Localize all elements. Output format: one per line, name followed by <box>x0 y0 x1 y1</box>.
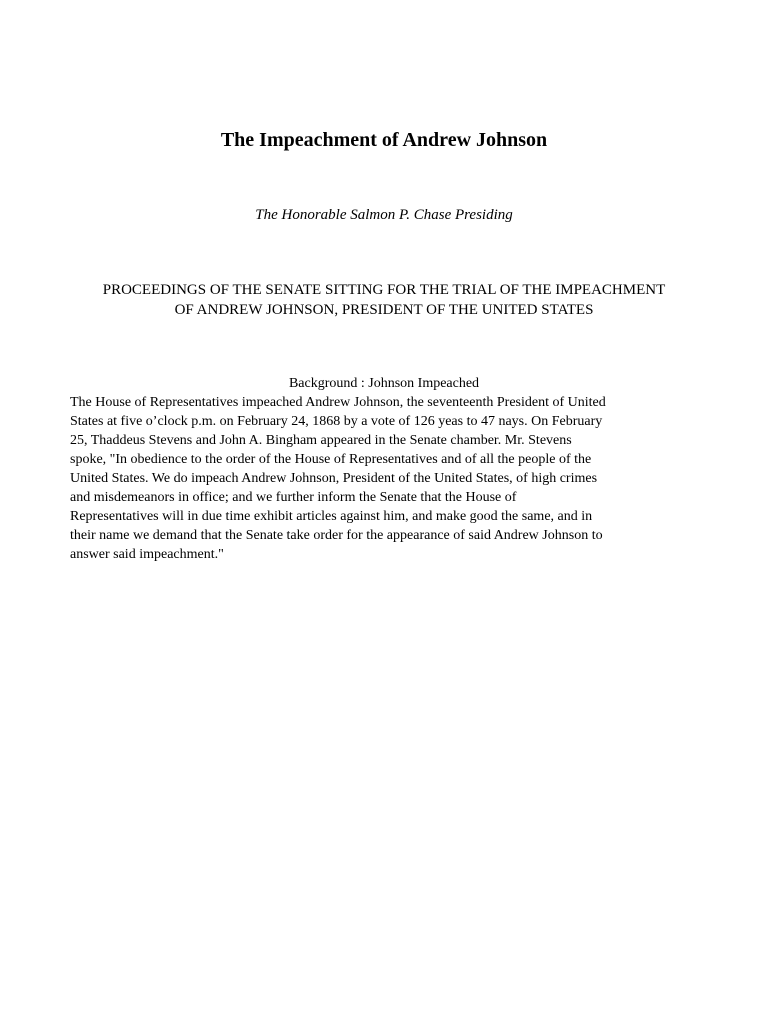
body-paragraph <box>70 393 702 564</box>
body-line: answer said impeachment." <box>70 547 224 562</box>
heading-line: PROCEEDINGS OF THE SENATE SITTING FOR THE TRIAL OF THE IMPEACHMENT <box>102 282 666 298</box>
body-line: Representatives will in due time exhibit articles against him, and make good the same, and in <box>70 509 593 524</box>
body-line: United States. We do impeach Andrew Johnson, President of the United States, of high crimes <box>70 471 598 486</box>
document-title: The Impeachment of Andrew Johnson <box>220 129 548 151</box>
body-line: 25, Thaddeus Stevens and John A. Bingham appeared in the Senate chamber. Mr. Stevens <box>70 433 572 448</box>
heading-line: OF ANDREW JOHNSON, PRESIDENT OF THE UNITED STATES <box>174 302 594 318</box>
proceedings-heading <box>60 280 708 320</box>
section-title: Background : Johnson Impeached <box>288 376 480 391</box>
body-line: and misdemeanors in office; and we further inform the Senate that the House of <box>70 490 517 505</box>
body-line: The House of Representatives impeached Andrew Johnson, the seventeenth President of United <box>70 395 606 410</box>
body-line: spoke, "In obedience to the order of the House of Representatives and of all the people of the <box>70 452 592 467</box>
body-line: their name we demand that the Senate take order for the appearance of said Andrew Johnson to <box>70 528 603 543</box>
body-line: States at five o’clock p.m. on February 24, 1868 by a vote of 126 yeas to 47 nays. On February <box>70 414 603 429</box>
presiding-subtitle: The Honorable Salmon P. Chase Presiding <box>255 207 513 223</box>
